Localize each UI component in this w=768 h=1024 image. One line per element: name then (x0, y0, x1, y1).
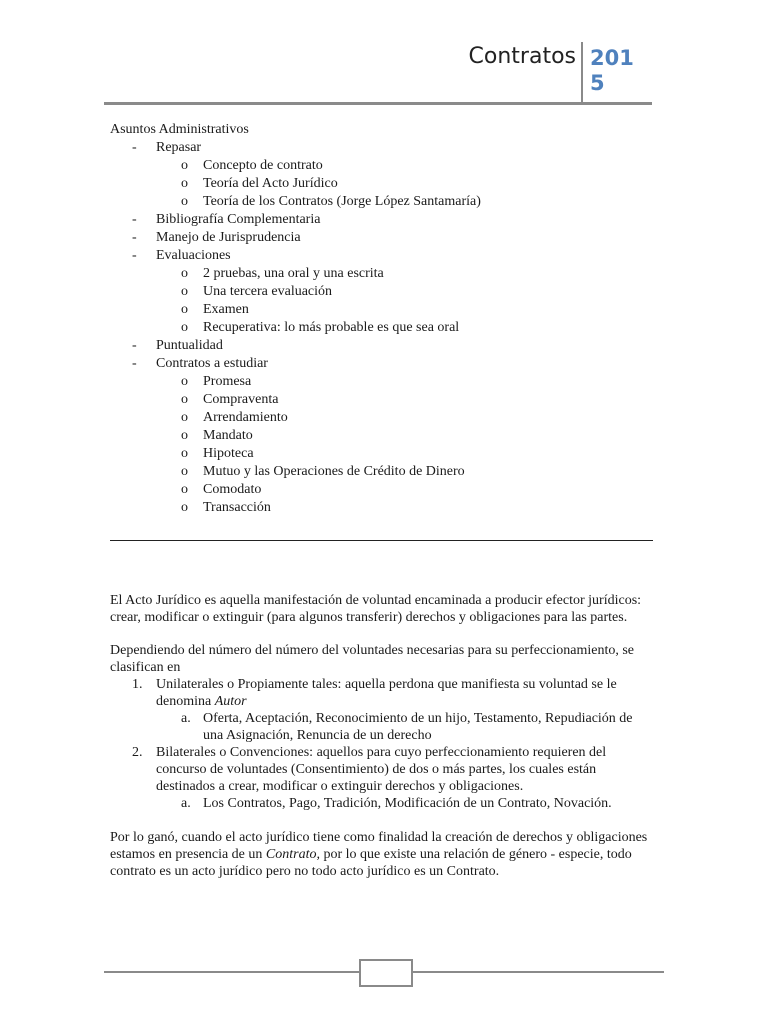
o-bullet: o (181, 194, 188, 209)
o-bullet: o (181, 500, 188, 515)
classification-example-text: Los Contratos, Pago, Tradición, Modificación de un Contrato, Novación. (203, 796, 612, 811)
item-letter: a. (181, 711, 191, 726)
o-bullet: o (181, 446, 188, 461)
o-bullet: o (181, 284, 188, 299)
classification-example-text: Oferta, Aceptación, Reconocimiento de un hijo, Testamento, Repudiación de una Asignación, Renuncia de un derecho (203, 711, 633, 743)
o-bullet: o (181, 302, 188, 317)
o-bullet: o (181, 176, 188, 191)
admin-subitem (156, 391, 656, 409)
admin-list-item (110, 337, 656, 355)
contrato-paragraph-start: Por lo ganó, cuando el acto jurídico tiene como finalidad la creación de derechos y obligaciones estamos en presencia de un (110, 830, 648, 862)
o-bullet: o (181, 266, 188, 281)
admin-section (110, 121, 656, 517)
dash-bullet: - (132, 230, 137, 245)
admin-subitem-label: Comodato (203, 482, 262, 497)
admin-subitem (156, 157, 656, 175)
admin-item-label: Contratos a estudiar (156, 356, 268, 371)
admin-sublist (156, 265, 656, 337)
classification-text: Unilaterales o Propiamente tales: aquella perdona que manifiesta su voluntad se le denomina (156, 677, 617, 709)
admin-subitem (156, 265, 656, 283)
admin-subitem-label: Compraventa (203, 392, 279, 407)
item-number: 1. (132, 677, 143, 692)
contrato-paragraph (110, 829, 656, 880)
admin-subitem (156, 499, 656, 517)
item-number: 2. (132, 745, 143, 760)
header-rule (104, 102, 652, 105)
admin-sublist (156, 373, 656, 517)
document-title: Contratos (468, 44, 576, 69)
classification-example (156, 710, 656, 744)
classification-sublist (156, 795, 656, 812)
acto-classification-list (110, 676, 656, 812)
admin-subitem (156, 319, 656, 337)
admin-item-label: Puntualidad (156, 338, 223, 353)
admin-list-item (110, 139, 656, 211)
admin-subitem-label: Teoría de los Contratos (Jorge López Santamaría) (203, 194, 481, 209)
admin-subitem-label: Concepto de contrato (203, 158, 323, 173)
admin-subitem (156, 427, 656, 445)
admin-subitem-label: Arrendamiento (203, 410, 288, 425)
admin-list-item (110, 247, 656, 337)
admin-subitem (156, 481, 656, 499)
admin-subitem-label: Transacción (203, 500, 271, 515)
admin-subitem (156, 283, 656, 301)
admin-subitem-label: Hipoteca (203, 446, 254, 461)
admin-subitem-label: Teoría del Acto Jurídico (203, 176, 338, 191)
admin-subitem (156, 445, 656, 463)
admin-list-item (110, 211, 656, 229)
contrato-paragraph-end: por lo que existe una relación de género - especie, todo contrato es un acto jurídico pero no todo acto jurídico es un Contrato. (110, 847, 632, 879)
admin-item-label: Evaluaciones (156, 248, 231, 263)
admin-subitem-label: Mutuo y las Operaciones de Crédito de Dinero (203, 464, 465, 479)
o-bullet: o (181, 158, 188, 173)
classification-item (110, 676, 656, 744)
admin-subitem (156, 301, 656, 319)
o-bullet: o (181, 428, 188, 443)
admin-sublist (156, 157, 656, 211)
admin-subitem (156, 463, 656, 481)
classification-example (156, 795, 656, 812)
admin-subitem-label: Una tercera evaluación (203, 284, 333, 299)
dash-bullet: - (132, 338, 137, 353)
o-bullet: o (181, 464, 188, 479)
admin-list (110, 139, 656, 517)
admin-list-item (110, 229, 656, 247)
admin-subitem-label: 2 pruebas, una oral y una escrita (203, 266, 384, 281)
admin-item-label: Bibliografía Complementaria (156, 212, 321, 227)
footer-page-box (359, 959, 413, 987)
dash-bullet: - (132, 140, 137, 155)
classification-item (110, 744, 656, 812)
admin-section-title: Asuntos Administrativos (110, 122, 249, 137)
o-bullet: o (181, 374, 188, 389)
acto-classification-intro: Dependiendo del número del número del voluntades necesarias para su perfeccionamiento, se clasifican en (110, 643, 635, 675)
dash-bullet: - (132, 212, 137, 227)
dash-bullet: - (132, 356, 137, 371)
section-divider (110, 540, 653, 541)
item-letter: a. (181, 796, 191, 811)
admin-subitem-label: Examen (203, 302, 249, 317)
admin-item-label: Manejo de Jurisprudencia (156, 230, 301, 245)
admin-subitem-label: Mandato (203, 428, 253, 443)
admin-subitem (156, 175, 656, 193)
o-bullet: o (181, 320, 188, 335)
header-separator (581, 42, 583, 103)
admin-item-label: Repasar (156, 140, 202, 155)
classification-text: Bilaterales o Convenciones: aquellos para cuyo perfeccionamiento requieren del concurso de voluntades (Consentimiento) de dos o más partes, los cuales están destinados a crear, modificar o extinguir derechos y obligaciones. (156, 745, 607, 794)
o-bullet: o (181, 410, 188, 425)
dash-bullet: - (132, 248, 137, 263)
document-year: 2015 (590, 46, 634, 95)
admin-subitem-label: Promesa (203, 374, 252, 389)
contrato-emphasis: Contrato, (265, 847, 320, 862)
admin-subitem (156, 409, 656, 427)
acto-juridico-section (110, 592, 656, 880)
o-bullet: o (181, 482, 188, 497)
admin-subitem (156, 373, 656, 391)
acto-definition-paragraph: El Acto Jurídico es aquella manifestación de voluntad encaminada a producir efector jurídicos: crear, modificar o extinguir (para algunos transferir) derechos y obligaciones para las partes. (110, 593, 642, 625)
admin-list-item (110, 355, 656, 517)
classification-emphasis: Autor (214, 694, 247, 709)
o-bullet: o (181, 392, 188, 407)
admin-subitem (156, 193, 656, 211)
classification-sublist (156, 710, 656, 744)
admin-subitem-label: Recuperativa: lo más probable es que sea oral (203, 320, 460, 335)
